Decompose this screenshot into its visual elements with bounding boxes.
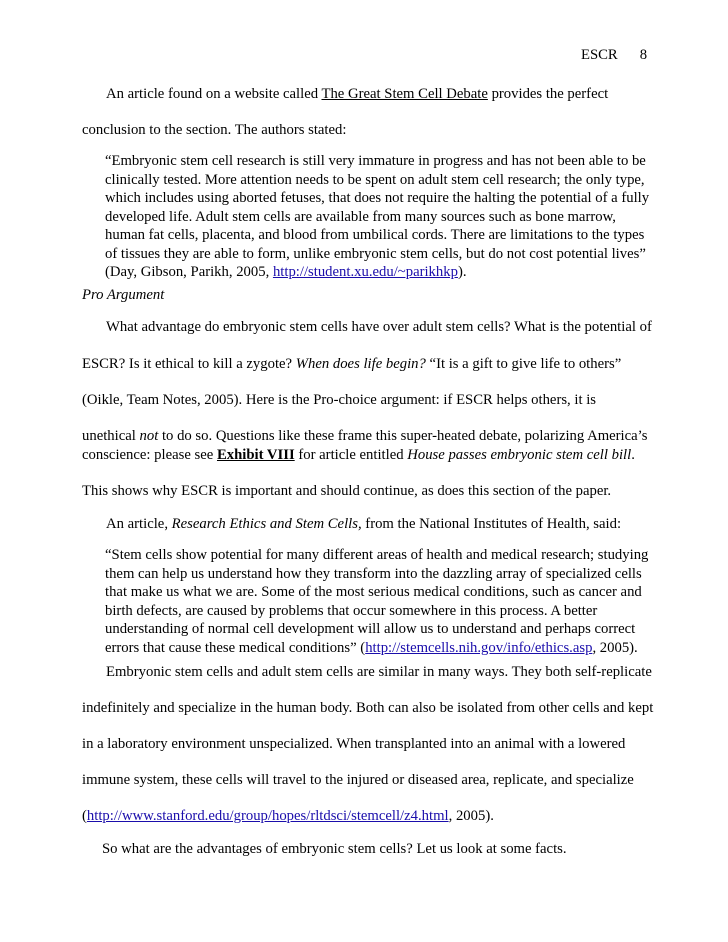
pro-line-3: (Oikle, Team Notes, 2005). Here is the Pro-choice argument: if ESCR helps others, it is [82,392,597,408]
stanford-link[interactable]: http://www.stanford.edu/group/hopes/rltdsci/stemcell/z4.html [86,808,449,824]
pro-line-2: ESCR? Is it ethical to kill a zygote? When does life begin? “It is a gift to give life to others” [82,356,622,372]
running-head [581,46,647,64]
intro-line-1: An article found on a website called The Great Stem Cell Debate provides the perfect [106,86,609,102]
similar-line-2: indefinitely and specialize in the human body. Both can also be isolated from other cells and kept [82,700,654,716]
article-title: House passes embryonic stem cell bill [407,447,632,463]
running-head-title: ESCR [581,47,618,63]
quote-line: birth defects, are caused by problems that occur somewhere in this process. A better [105,602,598,619]
pro-line-4: unethical not to do so. Questions like these frame this super-heated debate, polarizing America’s [82,428,648,444]
similar-line-5: (http://www.stanford.edu/group/hopes/rltdsci/stemcell/z4.html, 2005). [82,808,494,824]
pro-line-6: This shows why ESCR is important and should continue, as does this section of the paper. [82,483,612,499]
quote-citation: errors that cause these medical conditions” (http://stemcells.nih.gov/info/ethics.asp, 2005). [105,639,638,656]
intro-line-2: conclusion to the section. The authors stated: [82,122,347,138]
quote-citation: (Day, Gibson, Parikh, 2005, http://student.xu.edu/~parikhkp). [105,264,467,280]
quote-line: that make us what we are. Some of the most serious medical conditions, such as cancer and [105,584,642,600]
quote-line: “Stem cells show potential for many different areas of health and medical research; studying [105,547,649,563]
nih-intro-line: An article, Research Ethics and Stem Cells, from the National Institutes of Health, said: [106,516,622,532]
citation-link[interactable]: http://stemcells.nih.gov/info/ethics.asp [365,639,593,656]
closing-line: So what are the advantages of embryonic stem cells? Let us look at some facts. [102,841,567,857]
block-quote-2 [105,546,665,657]
citation-link[interactable]: http://student.xu.edu/~parikhkp [272,264,458,280]
exhibit-reference[interactable]: Exhibit VIII [216,447,295,463]
quote-line: of tissues they are able to form, unlike embryonic stem cells, but do not cost potential lives” [105,245,646,262]
pro-line-1: What advantage do embryonic stem cells have over adult stem cells? What is the potential of [106,319,652,335]
similar-line-1: Embryonic stem cells and adult stem cells are similar in many ways. They both self-replicate [106,664,652,680]
similar-line-4: immune system, these cells will travel to the injured or diseased area, replicate, and specialize [82,772,634,788]
rhetorical-question: When does life begin? [295,356,426,372]
article-source-title: The Great Stem Cell Debate [321,86,488,102]
pro-line-5: conscience: please see Exhibit VIII for article entitled House passes embryonic stem cell bill. [82,447,635,463]
section-heading-pro-argument: Pro Argument [82,287,165,303]
nih-article-title: Research Ethics and Stem Cells, [171,516,362,532]
quote-line: developed life. Adult stem cells are available from many sources such as bone marrow, [105,208,616,225]
block-quote-1 [105,152,665,282]
page-number: 8 [639,47,648,63]
quote-line: “Embryonic stem cell research is still very immature in progress and has not been able to be [105,153,646,169]
quote-line: which includes using aborted fetuses, that does not require the halting the potential of a fully [105,190,650,206]
quote-line: them can help us understand how they transform into the dazzling array of specialized cells [105,565,642,582]
similar-line-3: in a laboratory environment unspecialized. When transplanted into an animal with a lowered [82,736,626,752]
quote-line: human fat cells, placenta, and blood from umbilical cords. There are limitations to the types [105,227,645,243]
quote-line: understanding of normal cell development will allow us to understand and perhaps correct [105,621,636,637]
quote-line: clinically tested. More attention needs to be spent on adult stem cell research; the only type, [105,171,645,188]
